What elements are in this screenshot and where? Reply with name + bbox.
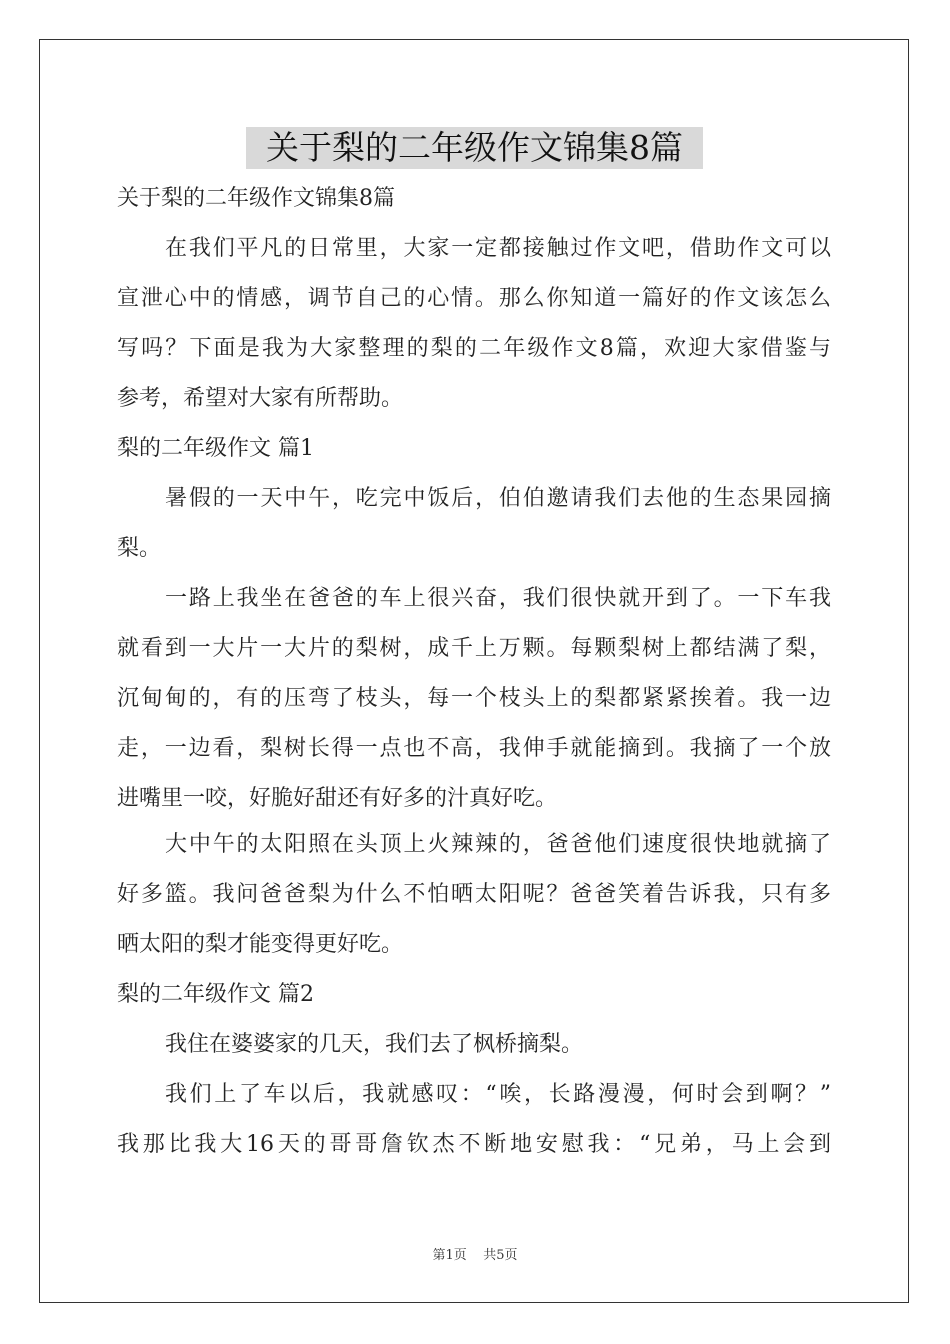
text-line: 我们上了车以后，我就感叹：“唉，长路漫漫，何时会到啊？” (165, 1082, 831, 1107)
page-total: 共5页 (483, 1248, 518, 1263)
text-line: 一路上我坐在爸爸的车上很兴奋，我们很快就开到了。一下车我 (165, 586, 831, 611)
text-line: 在我们平凡的日常里，大家一定都接触过作文吧，借助作文可以 (165, 236, 831, 261)
text-line: 大中午的太阳照在头顶上火辣辣的，爸爸他们速度很快地就摘了 (165, 832, 831, 857)
text-line: 我那比我大16天的哥哥詹钦杰不断地安慰我：“兄弟，马上会到 (117, 1132, 831, 1157)
section-heading: 梨的二年级作文 篇2 (117, 982, 314, 1007)
section-heading: 梨的二年级作文 篇1 (117, 436, 314, 461)
text-line: 好多篮。我问爸爸梨为什么不怕晒太阳呢？爸爸笑着告诉我，只有多 (117, 882, 831, 907)
text-line: 参考，希望对大家有所帮助。 (117, 386, 404, 411)
text-line: 我住在婆婆家的几天，我们去了枫桥摘梨。 (165, 1032, 584, 1057)
document-subtitle: 关于梨的二年级作文锦集8篇 (117, 186, 395, 211)
document-title: 关于梨的二年级作文锦集8篇 (246, 127, 703, 169)
text-line: 晒太阳的梨才能变得更好吃。 (117, 932, 404, 957)
text-line: 沉甸甸的，有的压弯了枝头，每一个枝头上的梨都紧紧挨着。我一边 (117, 686, 831, 711)
text-line: 宣泄心中的情感，调节自己的心情。那么你知道一篇好的作文该怎么 (117, 286, 831, 311)
page-footer (0, 1244, 950, 1263)
text-line: 暑假的一天中午，吃完中饭后，伯伯邀请我们去他的生态果园摘 (165, 486, 831, 511)
page-frame (39, 39, 909, 1303)
text-line: 进嘴里一咬，好脆好甜还有好多的汁真好吃。 (117, 786, 558, 811)
text-line: 走，一边看，梨树长得一点也不高，我伸手就能摘到。我摘了一个放 (117, 736, 831, 761)
text-line: 梨。 (117, 536, 162, 561)
text-line: 写吗？下面是我为大家整理的梨的二年级作文8篇，欢迎大家借鉴与 (117, 336, 831, 361)
page-number: 第1页 (432, 1248, 467, 1263)
text-line: 就看到一大片一大片的梨树，成千上万颗。每颗梨树上都结满了梨， (117, 636, 831, 661)
